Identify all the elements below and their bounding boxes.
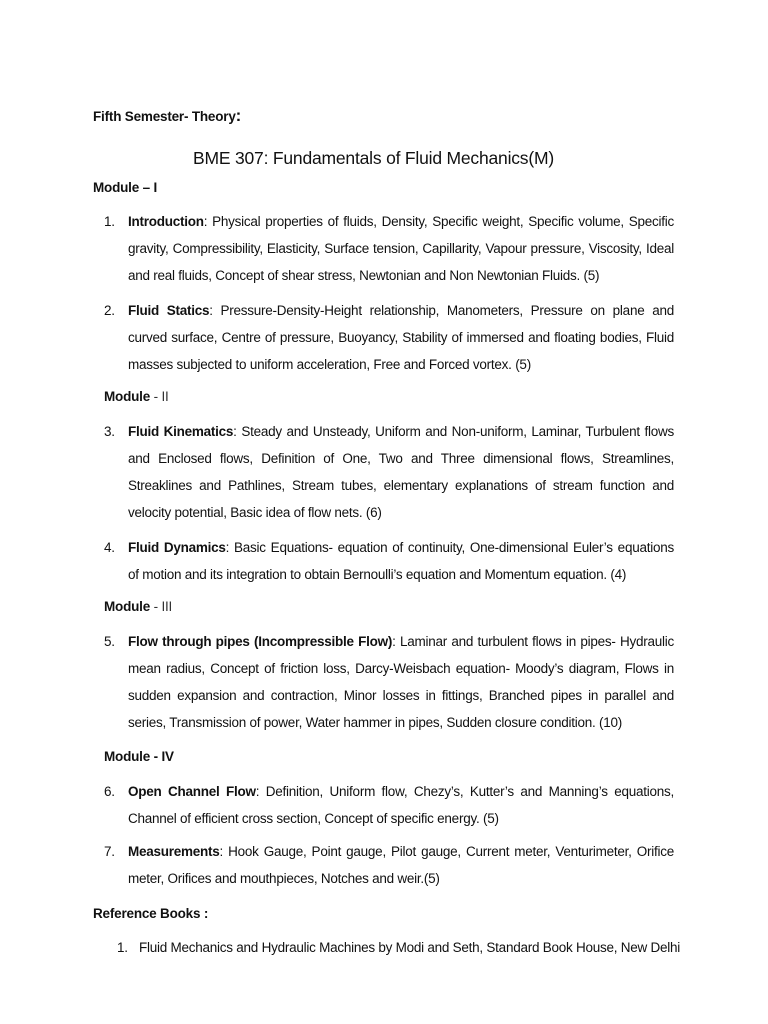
module-label: Module [104,749,151,764]
syllabus-item-6 [104,778,674,832]
course-title: BME 307: Fundamentals of Fluid Mechanics(M) [193,148,554,168]
syllabus-item-3 [104,418,674,526]
semester-colon: : [235,106,242,125]
item-text: : Laminar and turbulent flows in pipes- Hydraulic mean radius, Concept of friction loss, Darcy-Weisbach equation- Moody’s diagram, Flows in sudden expansion and contraction, Minor losses in fittings, Branched pipes in parallel and series, Transmission of power, Water hammer in pipes, Sudden closure condition. (10) [128,634,674,730]
module-heading-3 [104,599,172,614]
module-separator: – [139,180,154,195]
reference-item-1 [117,934,697,961]
item-term: Fluid Statics [128,303,210,318]
item-term: Measurements [128,844,220,859]
item-number: 3. [104,424,115,439]
module-number: III [161,599,173,614]
item-number: 2. [104,303,115,318]
module-label: Module [104,599,151,614]
module-number: II [161,389,169,404]
item-number: 6. [104,784,115,799]
syllabus-item-2 [104,297,674,378]
module-separator: - [150,749,162,764]
item-text: : Physical properties of fluids, Density, Specific weight, Specific volume, Specific gravity, Compressibility, Elasticity, Surface tension, Capillarity, Vapour pressure, Viscosity, Ideal and real fluids, Concept of shear stress, Newtonian and Non Newtonian Fluids. (5) [128,214,674,283]
item-term: Fluid Dynamics [128,540,226,555]
item-text: : Hook Gauge, Point gauge, Pilot gauge, Current meter, Venturimeter, Orifice meter, Orifices and mouthpieces, Notches and weir.(5) [128,844,674,886]
semester-label: Fifth Semester- Theory [93,109,236,124]
module-label: Module [104,389,151,404]
item-text: : Steady and Unsteady, Uniform and Non-uniform, Laminar, Turbulent flows and Enclosed flows, Definition of One, Two and Three dimensional flows, Streamlines, Streaklines and Pathlines, Stream tubes, elementary explanations of stream function and velocity potential, Basic idea of flow nets. (6) [128,424,674,520]
item-term: Introduction [128,214,204,229]
item-term: Flow through pipes (Incompressible Flow) [128,634,393,649]
module-number: IV [161,749,174,764]
reference-books-heading: Reference Books : [93,906,209,921]
reference-text: Fluid Mechanics and Hydraulic Machines by Modi and Seth, Standard Book House, New Delhi [139,940,681,955]
module-heading-2 [104,389,169,404]
syllabus-item-7 [104,838,674,892]
syllabus-item-1 [104,208,674,289]
semester-heading [93,106,241,126]
item-text: : Basic Equations- equation of continuity, One-dimensional Euler’s equations of motion and its integration to obtain Bernoulli’s equation and Momentum equation. (4) [128,540,674,582]
item-text: : Pressure-Density-Height relationship, Manometers, Pressure on plane and curved surface, Centre of pressure, Buoyancy, Stability of immersed and floating bodies, Fluid masses subjected to uniform acceleration, Free and Forced vortex. (5) [128,303,674,372]
syllabus-item-4 [104,534,674,588]
item-number: 1. [104,214,115,229]
module-heading-1 [93,180,157,195]
reference-number: 1. [117,940,128,955]
module-separator: - [150,599,162,614]
module-separator: - [150,389,162,404]
item-number: 7. [104,844,115,859]
item-number: 5. [104,634,115,649]
item-term: Fluid Kinematics [128,424,234,439]
item-number: 4. [104,540,115,555]
item-text: : Definition, Uniform flow, Chezy’s, Kutter’s and Manning’s equations, Channel of efficient cross section, Concept of specific energy. (5) [128,784,674,826]
item-term: Open Channel Flow [128,784,256,799]
module-heading-4 [104,749,174,764]
module-number: I [153,180,158,195]
module-label: Module [93,180,140,195]
syllabus-item-5 [104,628,674,736]
